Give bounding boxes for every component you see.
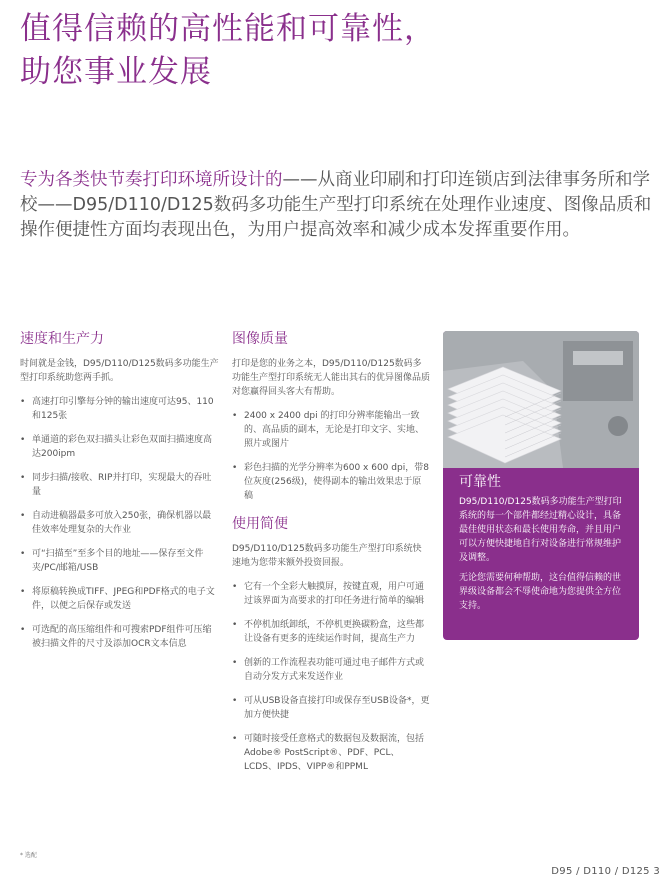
speed-list [20,395,220,651]
intro-rest: ——从商业印刷和打印连锁店到法律事务所和学校——D95/D110/D125数码多功能生产型打印系统在处理作业速度、图像品质和操作便捷性方面均表现出色，为用户提高效率和减少成本发挥重要作用。 [20,170,652,240]
ease-title: 使用简便 [232,516,288,532]
image-title: 图像质量 [232,331,288,347]
headline-line1: 值得信赖的高性能和可靠性， [20,11,436,47]
list-item: • 自动进稿器最多可放入250张，确保机器以最佳效率处理复杂的大作业 [20,509,220,537]
ease-list [232,580,430,774]
page-footer: D95 / D110 / D125 3 [551,866,660,877]
paper-stack-photo [443,331,639,468]
headline-line2: 助您事业发展 [20,54,212,90]
intro-paragraph [20,168,656,243]
speed-column [20,330,220,661]
list-item: • 高速打印引擎每分钟的输出速度可达95、110和125张 [20,395,220,423]
reliability-title: 可靠性 [459,474,501,490]
list-item: • 彩色扫描的光学分辨率为600 x 600 dpi，带8位灰度(256级)，使得副本的输出效果忠于原稿 [232,461,430,503]
speed-intro: 时间就是金钱，D95/D110/D125数码多功能生产型打印系统助您两手抓。 [20,359,219,383]
list-item: • 可随时接受任意格式的数据包及数据流，包括Adobe® PostScript®、PDF、PCL、LCDS、IPDS、VIPP®和PPML [232,732,430,774]
headline [20,8,660,94]
footnote: * 选配 [20,852,37,859]
reliability-paragraph-2: 无论您需要何种帮助，这台值得信赖的世界级设备都会不辱使命地为您提供全方位支持。 [459,573,622,611]
list-item: • 可“扫描至”至多个目的地址——保存至文件夹/PC/邮箱/USB [20,547,220,575]
image-list [232,409,430,503]
list-item: • 可从USB设备直接打印或保存至USB设备*，更加方便快捷 [232,694,430,722]
list-item: • 2400 x 2400 dpi 的打印分辨率能输出一致的、高品质的副本，无论是打印文字、实地、照片或图片 [232,409,430,451]
list-item: • 同步扫描/接收、RIP并打印，实现最大的吞吐量 [20,471,220,499]
reliability-paragraph-1: D95/D110/D125数码多功能生产型打印系统的每一个部件都经过精心设计，具备最佳使用状态和最长使用寿命，并且用户可以方便快捷地自行对设备进行常规维护及调整。 [459,497,622,563]
list-item: • 它有一个全彩大触摸屏，按键直观，用户可通过该界面为高要求的打印任务进行简单的编辑 [232,580,430,608]
list-item: • 创新的工作流程表功能可通过电子邮件方式或自动分发方式来发送作业 [232,656,430,684]
speed-title: 速度和生产力 [20,331,104,347]
list-item: • 可选配的高压缩组件和可搜索PDF组件可压缩被扫描文件的尺寸及添加OCR文本信息 [20,623,220,651]
list-item: • 不停机加纸卸纸，不停机更换碳粉盒，这些都让设备有更多的连续运作时间，提高生产力 [232,618,430,646]
image-intro: 打印是您的业务之本，D95/D110/D125数码多功能生产型打印系统无人能出其右的优异图像品质对您赢得回头客大有帮助。 [232,359,431,397]
list-item: • 将原稿转换成TIFF、JPEG和PDF格式的电子文件，以便之后保存或发送 [20,585,220,613]
reliability-panel [443,331,639,640]
intro-highlight: 专为各类快节奏打印环境所设计的 [20,170,283,190]
image-ease-column [232,330,430,784]
ease-intro: D95/D110/D125数码多功能生产型打印系统快速地为您带来额外投资回报。 [232,544,422,568]
list-item: • 单通道的彩色双扫描头让彩色双面扫描速度高达200ipm [20,433,220,461]
paper-stack-illustration [443,331,639,468]
